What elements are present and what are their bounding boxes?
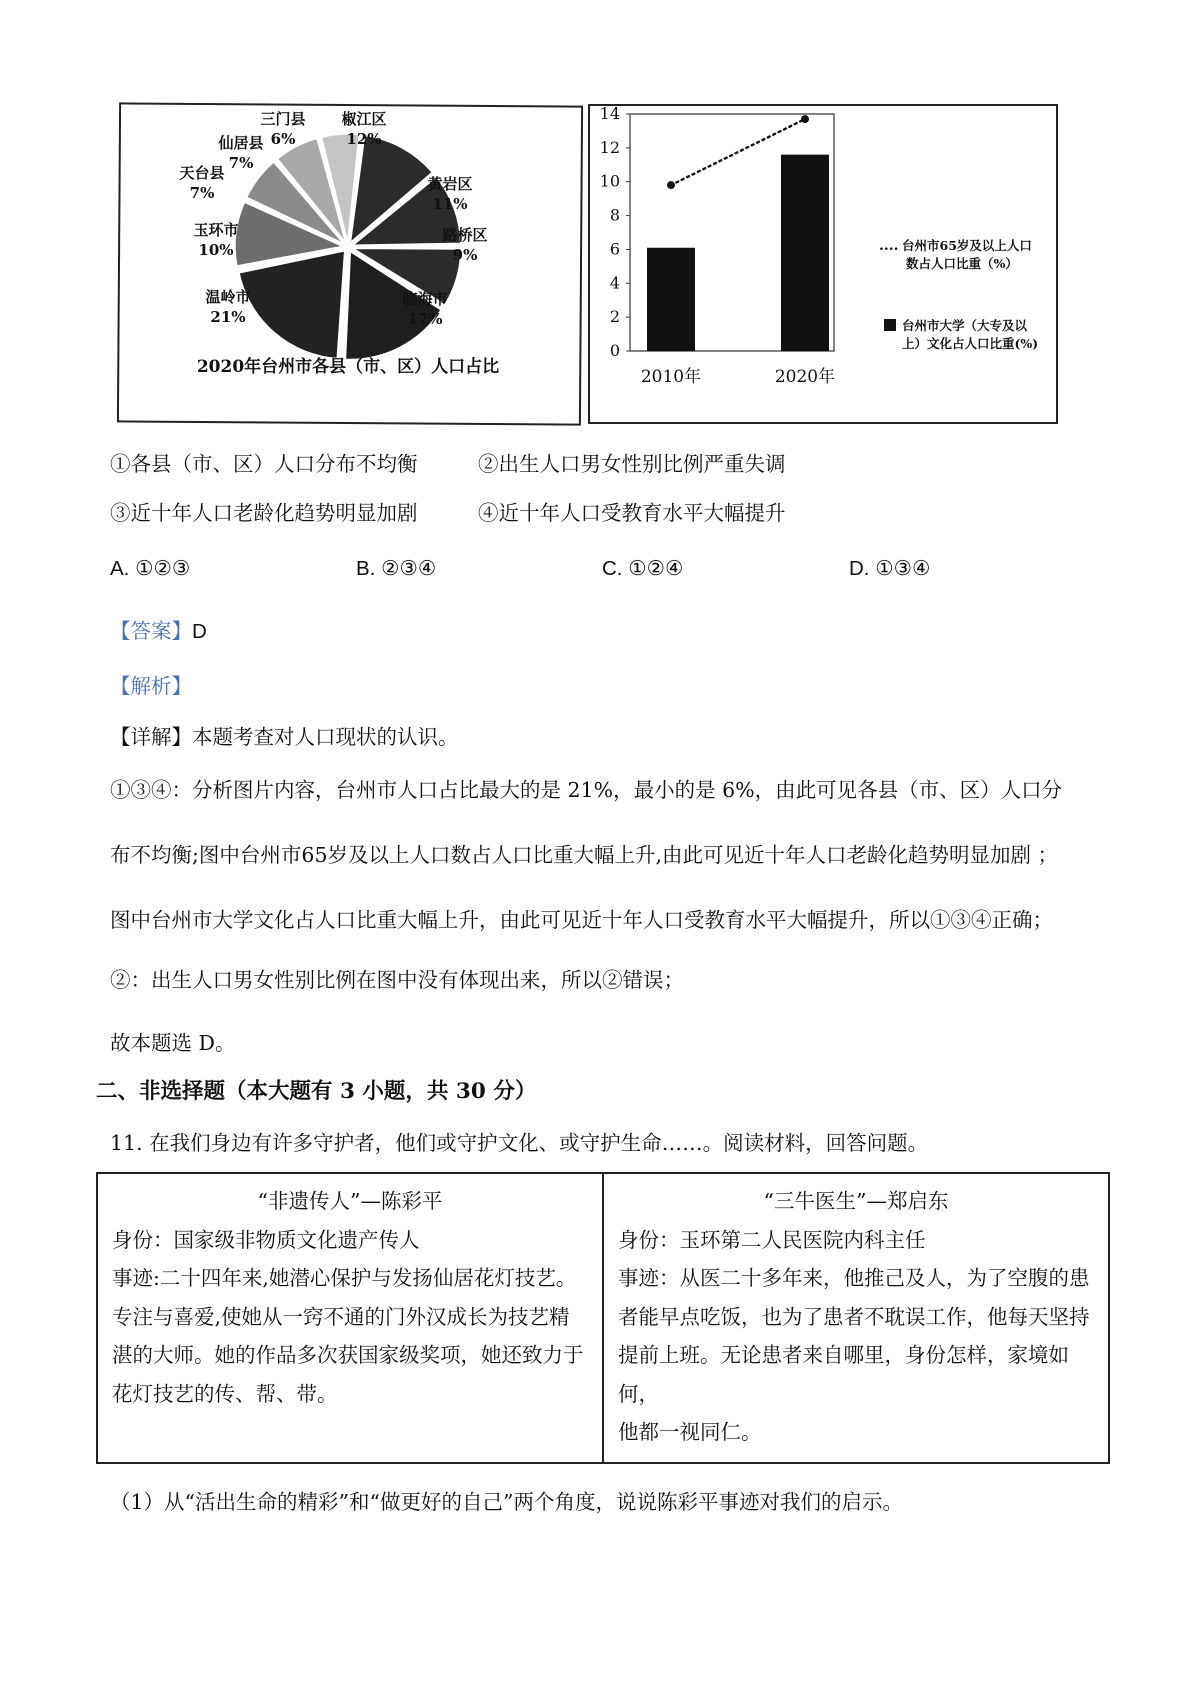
left-cell-line-2: 事迹:二十四年来,她潜心保护与发扬仙居花灯技艺。 bbox=[112, 1266, 577, 1290]
pie-label-yuhuan-name: 玉环市 bbox=[193, 221, 239, 239]
right-cell-line-1: 身份：玉环第二人民医院内科主任 bbox=[618, 1227, 926, 1252]
legend-bar-swatch bbox=[884, 319, 896, 331]
choice-b: B. ②③④ bbox=[356, 557, 437, 580]
legend-edu-line2: 上）文化占人口比重(%) bbox=[902, 336, 1039, 351]
y-tick-label: 2 bbox=[609, 307, 620, 327]
pie-label-wenling-pct: 21% bbox=[210, 308, 246, 326]
answer-value: D bbox=[192, 620, 207, 643]
right-cell-line-3: 者能早点吃饭，也为了患者不耽误工作，他每天坚持 bbox=[618, 1304, 1090, 1329]
pie-title: 2020年台州市各县（市、区）人口占比 bbox=[196, 357, 500, 377]
pie-label-tiantai-pct: 7% bbox=[189, 184, 215, 202]
pie-label-tiantai-name: 天台县 bbox=[179, 164, 225, 182]
detail-line-6: 故本题选 D。 bbox=[110, 1031, 236, 1055]
option-2: ②出生人口男女性别比例严重失调 bbox=[478, 452, 786, 476]
detail-line-3: 布不均衡;图中台州市65岁及以上人口数占人口比重大幅上升,由此可见近十年人口老龄化趋势明显加剧 ； bbox=[110, 843, 1059, 867]
pie-label-luqiao-pct: 9% bbox=[452, 246, 478, 264]
analysis-tag: 【解析】 bbox=[110, 674, 192, 698]
pie-label-xianju-name: 仙居县 bbox=[218, 134, 264, 152]
pie-chart bbox=[118, 104, 580, 422]
sub-question-1: （1）从“活出生命的精彩”和“做更好的自己”两个角度，说说陈彩平事迹对我们的启示。 bbox=[110, 1490, 903, 1514]
right-cell-line-4: 提前上班。无论患者来自哪里，身份怎样，家境如何， bbox=[618, 1343, 1069, 1406]
left-cell-line-5: 花灯技艺的传、帮、带。 bbox=[112, 1381, 338, 1406]
material-table bbox=[96, 1172, 1110, 1464]
pie-label-huangyan-pct: 11% bbox=[432, 195, 468, 213]
right-cell-line-5: 他都一视同仁。 bbox=[618, 1420, 762, 1444]
aging-point-2010年 bbox=[667, 181, 675, 189]
bar-line-chart bbox=[588, 104, 1058, 422]
material-table-row bbox=[97, 1173, 1109, 1463]
left-cell-line-3: 专注与喜爱,使她从一窍不通的门外汉成长为技艺精 bbox=[112, 1304, 570, 1329]
choice-d: D. ①③④ bbox=[849, 557, 931, 580]
pie-slice-wenling bbox=[239, 251, 345, 359]
option-1: ①各县（市、区）人口分布不均衡 bbox=[110, 452, 418, 476]
pie-label-sanmen-name: 三门县 bbox=[260, 110, 306, 128]
pie-label-huangyan-name: 黄岩区 bbox=[427, 175, 473, 193]
section-2-title: 二、非选择题（本大题有 3 小题，共 30 分） bbox=[96, 1079, 537, 1104]
choice-a: A. ①②③ bbox=[110, 557, 191, 580]
pie-label-luqiao-name: 路桥区 bbox=[442, 226, 488, 244]
material-left-cell bbox=[97, 1173, 603, 1463]
detail-line-4: 图中台州市大学文化占人口比重大幅上升，由此可见近十年人口受教育水平大幅提升，所以①③④正确； bbox=[110, 908, 1053, 932]
aging-point-2020年 bbox=[801, 115, 809, 123]
y-tick-label: 8 bbox=[609, 205, 620, 225]
y-tick-label: 4 bbox=[609, 273, 620, 293]
legend-aging-line1: 台州市65岁及以上人口 bbox=[902, 238, 1032, 253]
pie-label-yuhuan-pct: 10% bbox=[198, 241, 234, 259]
bar-2010年 bbox=[647, 248, 695, 351]
bar-2020年 bbox=[781, 155, 829, 351]
option-3: ③近十年人口老龄化趋势明显加剧 bbox=[110, 501, 418, 525]
legend-edu-line1: 台州市大学（大专及以 bbox=[902, 318, 1028, 333]
question-11-stem: 11. 在我们身边有许多守护者，他们或守护文化、或守护生命……。阅读材料，回答问题。 bbox=[110, 1131, 929, 1155]
x-category-label: 2020年 bbox=[774, 367, 836, 387]
pie-label-jiaojiang-pct: 12% bbox=[346, 130, 382, 148]
y-tick-label: 0 bbox=[609, 341, 620, 360]
pie-label-linhai-name: 临海市 bbox=[402, 290, 448, 308]
answer-line bbox=[110, 617, 207, 646]
pie-label-xianju-pct: 7% bbox=[228, 154, 254, 172]
y-tick-label: 10 bbox=[599, 171, 620, 191]
right-cell-title: “三牛医生”—郑启东 bbox=[763, 1189, 949, 1213]
answer-tag: 【答案】 bbox=[110, 619, 192, 643]
detail-line-1: 【详解】本题考查对人口现状的认识。 bbox=[110, 725, 459, 749]
y-tick-label: 14 bbox=[599, 104, 620, 123]
pie-label-linhai-pct: 17% bbox=[407, 310, 443, 328]
option-4: ④近十年人口受教育水平大幅提升 bbox=[478, 501, 786, 525]
pie-label-jiaojiang-name: 椒江区 bbox=[341, 110, 387, 128]
choice-c: C. ①②④ bbox=[602, 557, 684, 580]
pie-label-sanmen-pct: 6% bbox=[270, 130, 296, 148]
left-cell-title: “非遗传人”—陈彩平 bbox=[257, 1189, 443, 1213]
x-category-label: 2010年 bbox=[640, 367, 702, 387]
detail-line-2: ①③④：分析图片内容，台州市人口占比最大的是 21%，最小的是 6%，由此可见各县（市、区）人口分 bbox=[110, 778, 1063, 802]
y-tick-label: 6 bbox=[609, 239, 620, 259]
detail-line-5: ②：出生人口男女性别比例在图中没有体现出来，所以②错误； bbox=[110, 968, 684, 992]
right-cell-line-2: 事迹：从医二十多年来，他推己及人，为了空腹的患 bbox=[618, 1266, 1090, 1290]
y-tick-label: 12 bbox=[599, 137, 620, 157]
pie-label-wenling-name: 温岭市 bbox=[205, 288, 251, 306]
left-cell-line-4: 湛的大师。她的作品多次获国家级奖项，她还致力于 bbox=[112, 1343, 584, 1367]
legend-aging-line2: 数占人口比重（%） bbox=[906, 256, 1018, 271]
left-cell-line-1: 身份：国家级非物质文化遗产传人 bbox=[112, 1227, 420, 1252]
legend-dots: .... bbox=[879, 238, 899, 254]
material-right-cell bbox=[603, 1173, 1109, 1463]
